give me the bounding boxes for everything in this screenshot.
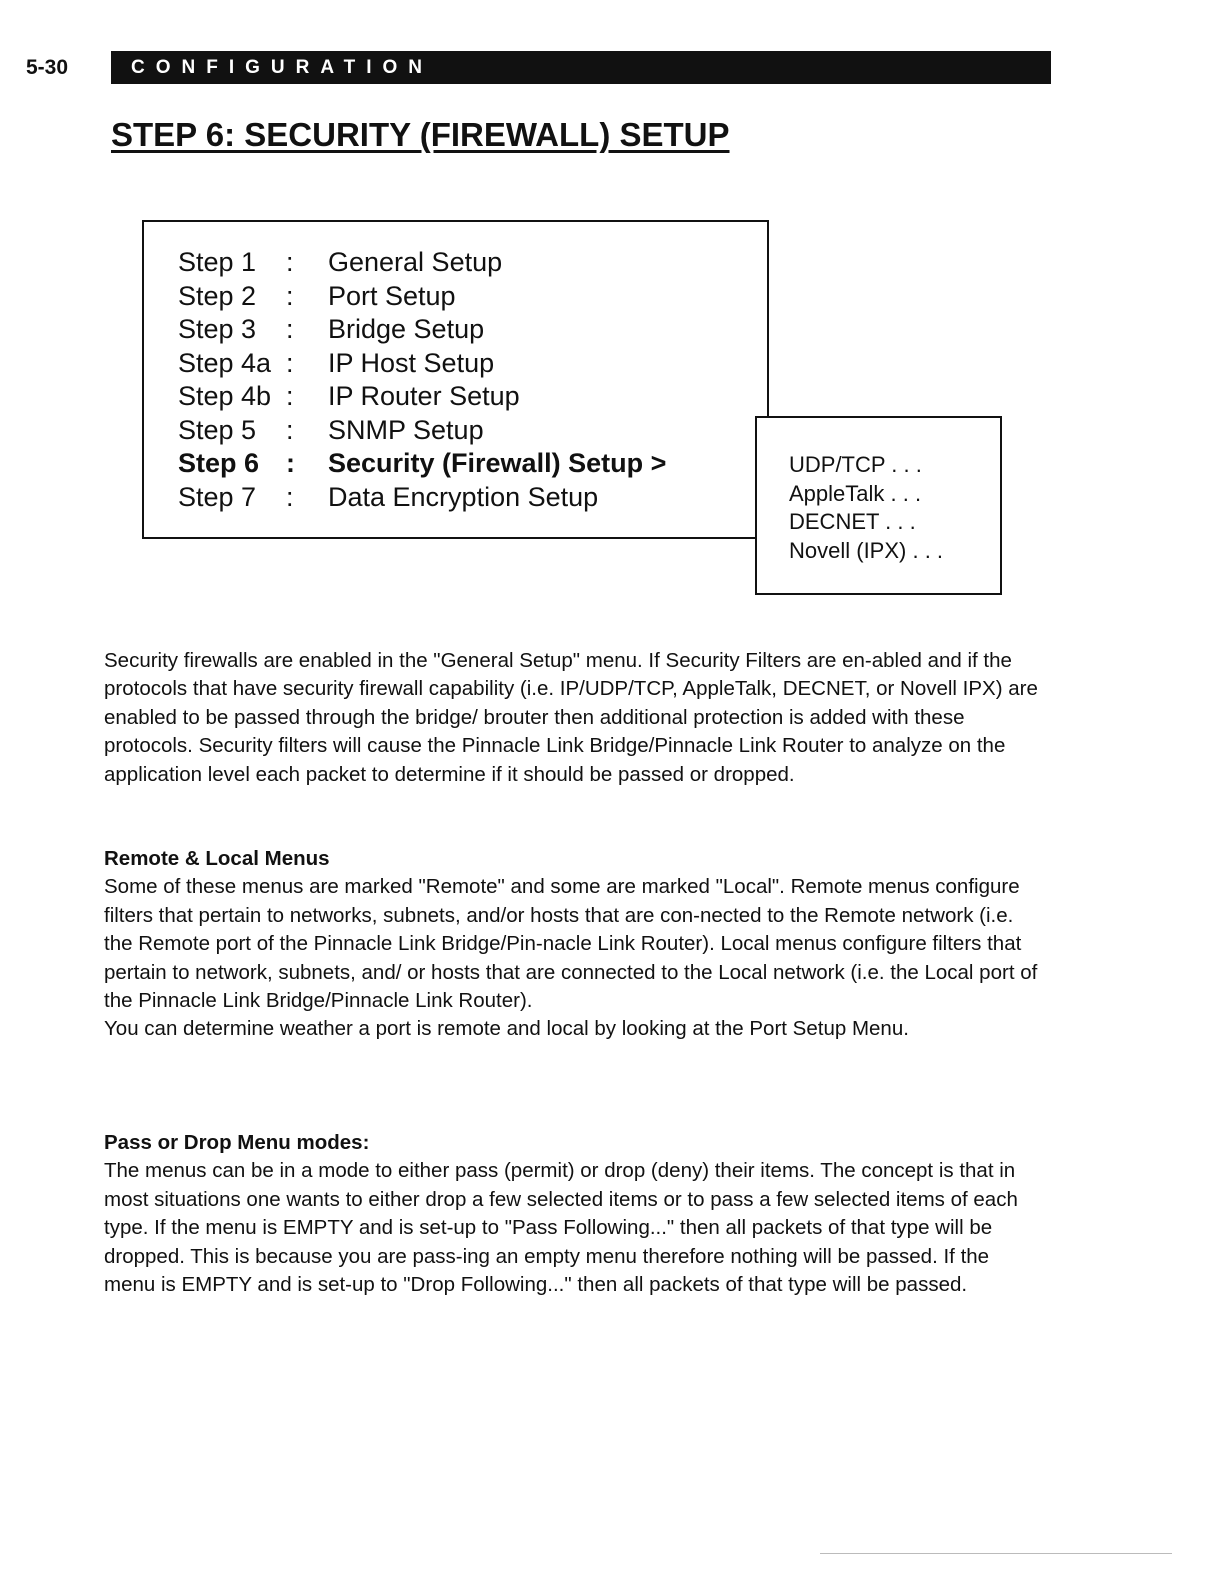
remote-local-paragraph: Some of these menus are marked "Remote" and some are marked "Local". Remote menus configure filters that pertain to networks, subnets, and/or hosts that are con-nected to the Remote network (i.e. the Remote port of the Pinnacle Link Bridge/Pin-nacle Link Router). Local menus configure filters that pertain to network, subnets, and/ or hosts that are connected to the Local network (i.e. the Local port of the Pinnacle Link Bridge/Pinnacle Link Router). — [104, 875, 1038, 1013]
submenu-item-decnet[interactable]: DECNET . . . — [789, 509, 916, 534]
remote-local-heading: Remote & Local Menus — [104, 847, 330, 870]
firewall-submenu — [755, 416, 1002, 595]
submenu-item-novell-ipx[interactable]: Novell (IPX) . . . — [789, 537, 944, 563]
pass-drop-paragraph: The menus can be in a mode to either pass (permit) or drop (deny) their items. The concept is that in most situations one wants to either drop a few selected items or to pass a few selected items of each type. If the menu is EMPTY and is set-up to "Pass Following..." then all packets of that type will be dropped. This is because you are pass-ing an empty menu therefore nothing will be passed. If the menu is EMPTY and is set-up to "Drop Following..." then all packets of that type will be passed. — [104, 1159, 1018, 1297]
menu-item-step: Step 7 — [178, 481, 257, 512]
menu-item-separator: : — [286, 414, 294, 445]
menu-item-step: Step 4a — [178, 347, 272, 378]
pass-drop-section — [104, 1129, 1044, 1299]
menu-item-label: IP Host Setup — [328, 347, 495, 378]
remote-local-section — [104, 845, 1044, 1044]
menu-item-step: Step 2 — [178, 280, 257, 311]
menu-item-step: Step 5 — [178, 414, 257, 445]
menu-item-separator: : — [286, 481, 294, 512]
menu-item-separator: : — [286, 347, 294, 378]
footer-divider — [820, 1553, 1172, 1554]
menu-item-step: Step 4b — [178, 381, 272, 411]
remote-local-note: You can determine weather a port is remote and local by looking at the Port Setup Menu. — [104, 1017, 909, 1041]
menu-item-label: Data Encryption Setup — [328, 481, 599, 512]
submenu-item-udp-tcp[interactable]: UDP/TCP . . . — [789, 452, 922, 477]
pass-drop-heading: Pass or Drop Menu modes: — [104, 1131, 370, 1154]
menu-item-separator: : — [286, 247, 294, 277]
menu-item-step: Step 1 — [178, 247, 257, 277]
menu-item-label: General Setup — [328, 247, 503, 277]
menu-item-label: IP Router Setup — [328, 381, 520, 411]
submenu-item-appletalk[interactable]: AppleTalk . . . — [789, 480, 922, 506]
page-title: STEP 6: SECURITY (FIREWALL) SETUP — [111, 116, 730, 153]
intro-paragraph: Security firewalls are enabled in the "General Setup" menu. If Security Filters are en-abled and if the protocols that have security firewall capability (i.e. IP/UDP/TCP, AppleTalk, DECNET, or Novell IPX) are enabled to be passed through the bridge/ brouter then additional protection is added with these protocols. Security filters will cause the Pinnacle Link Bridge/Pinnacle Link Router to analyze on the application level each packet to determine if it should be passed or dropped. — [104, 649, 1038, 786]
menu-item-separator: : — [286, 448, 295, 478]
menu-item-label: Bridge Setup — [328, 314, 485, 344]
menu-item-label: Security (Firewall) Setup > — [328, 448, 667, 478]
menu-item-label: SNMP Setup — [328, 414, 484, 445]
page-number: 5-30 — [26, 56, 69, 79]
section-header-bar: CONFIGURATION — [111, 51, 1051, 84]
menu-item-step: Step 6 — [178, 448, 260, 478]
menu-item-separator: : — [286, 314, 294, 344]
menu-item-label: Port Setup — [328, 280, 456, 311]
menu-item-separator: : — [286, 381, 294, 411]
menu-item-step: Step 3 — [178, 314, 257, 344]
menu-item-separator: : — [286, 280, 294, 311]
